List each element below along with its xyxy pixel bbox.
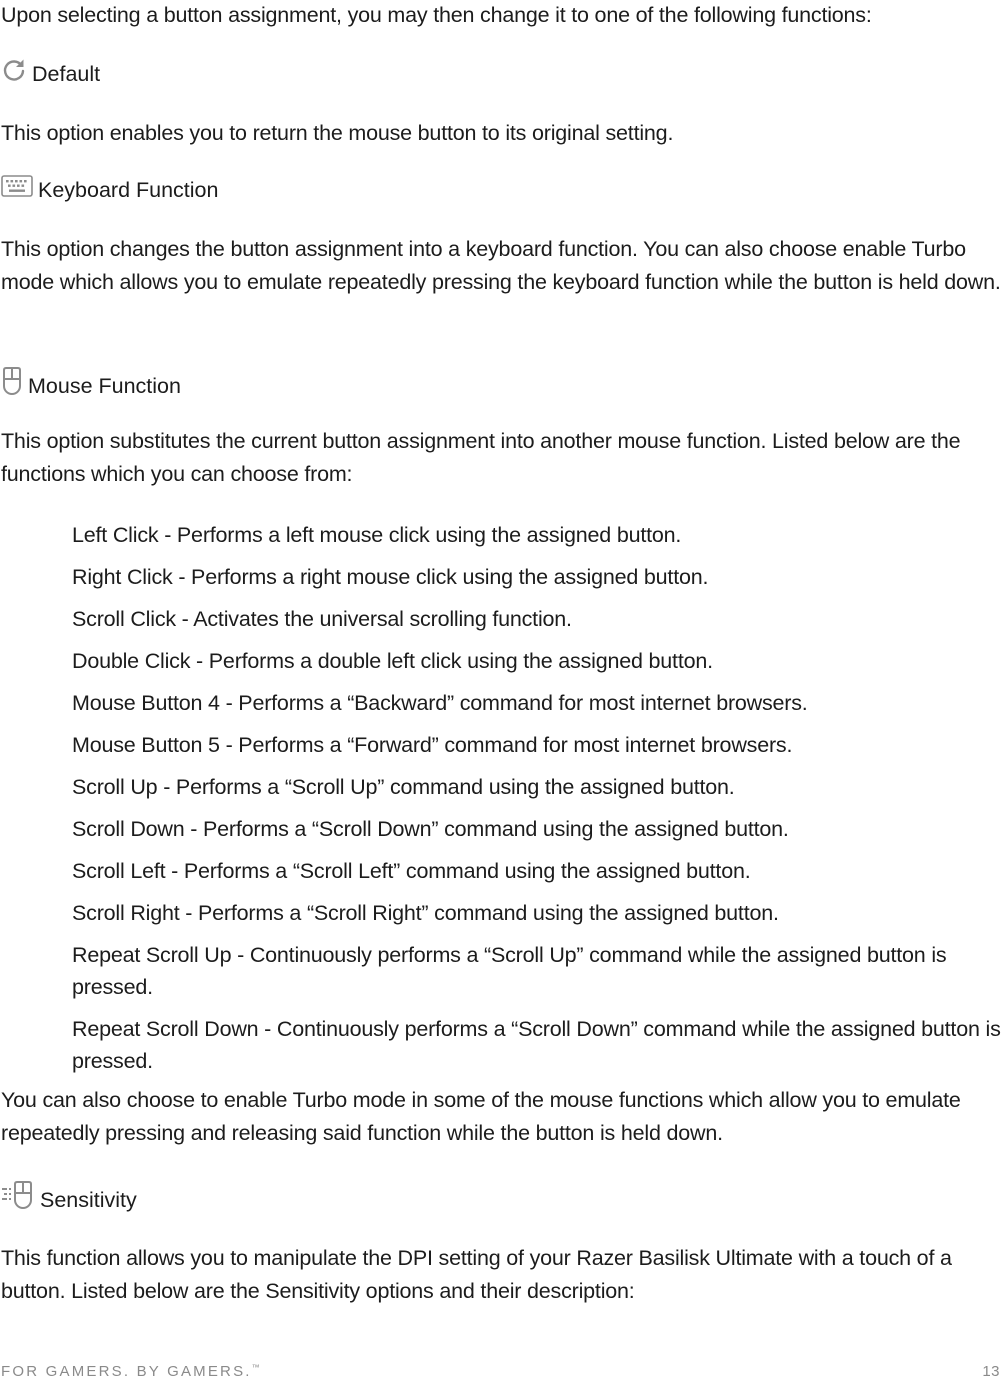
- list-item: Repeat Scroll Down - Continuously performs a “Scroll Down” command while the assigned button is pressed.: [72, 1017, 1001, 1073]
- list-item: Scroll Down - Performs a “Scroll Down” command using the assigned button.: [72, 817, 789, 841]
- mouse-title: Mouse Function: [28, 374, 181, 398]
- sensitivity-heading: [1, 1180, 137, 1220]
- list-item: Scroll Click - Activates the universal scrolling function.: [72, 607, 572, 631]
- keyboard-icon: [1, 175, 33, 205]
- intro-text: Upon selecting a button assignment, you may then change it to one of the following functions:: [1, 3, 872, 27]
- mouse-description: This option substitutes the current button assignment into another mouse function. Listed below are the functions which you can choose from:: [1, 429, 961, 486]
- list-item: Mouse Button 5 - Performs a “Forward” command for most internet browsers.: [72, 733, 793, 757]
- sensitivity-description: This function allows you to manipulate the DPI setting of your Razer Basilisk Ultimate with a touch of a button. Listed below are the Sensitivity options and their description:: [1, 1246, 952, 1303]
- list-item: Repeat Scroll Up - Continuously performs a “Scroll Up” command while the assigned button is pressed.: [72, 943, 947, 999]
- sensitivity-title: Sensitivity: [40, 1188, 137, 1212]
- footer-tagline-text: FOR GAMERS. BY GAMERS.: [1, 1363, 252, 1380]
- list-item: Double Click - Performs a double left click using the assigned button.: [72, 649, 713, 673]
- turbo-note: You can also choose to enable Turbo mode in some of the mouse functions which allow you to emulate repeatedly pressing and releasing said function while the button is held down.: [1, 1088, 961, 1145]
- keyboard-title: Keyboard Function: [38, 178, 219, 202]
- list-item: Scroll Up - Performs a “Scroll Up” command using the assigned button.: [72, 775, 735, 799]
- list-item: Left Click - Performs a left mouse click using the assigned button.: [72, 523, 682, 547]
- page-number: 13: [982, 1363, 1000, 1380]
- keyboard-description: This option changes the button assignment into a keyboard function. You can also choose enable Turbo mode which allows you to emulate repeatedly pressing the keyboard function while the button is held down.: [1, 237, 1001, 294]
- footer-tagline: [1, 1363, 260, 1380]
- default-description: This option enables you to return the mouse button to its original setting.: [1, 121, 674, 145]
- mouse-heading: [1, 366, 181, 406]
- mouse-function-list: [72, 519, 1002, 1087]
- list-item: Scroll Right - Performs a “Scroll Right” command using the assigned button.: [72, 901, 779, 925]
- sensitivity-icon: [1, 1180, 35, 1220]
- list-item: Mouse Button 4 - Performs a “Backward” command for most internet browsers.: [72, 691, 808, 715]
- keyboard-heading: [1, 175, 218, 205]
- trademark-symbol: ™: [251, 1363, 260, 1372]
- list-item: Scroll Left - Performs a “Scroll Left” command using the assigned button.: [72, 859, 751, 883]
- list-item: Right Click - Performs a right mouse click using the assigned button.: [72, 565, 709, 589]
- mouse-icon: [1, 366, 23, 406]
- reset-icon: [1, 57, 27, 91]
- default-title: Default: [32, 62, 101, 86]
- default-heading: [1, 57, 100, 91]
